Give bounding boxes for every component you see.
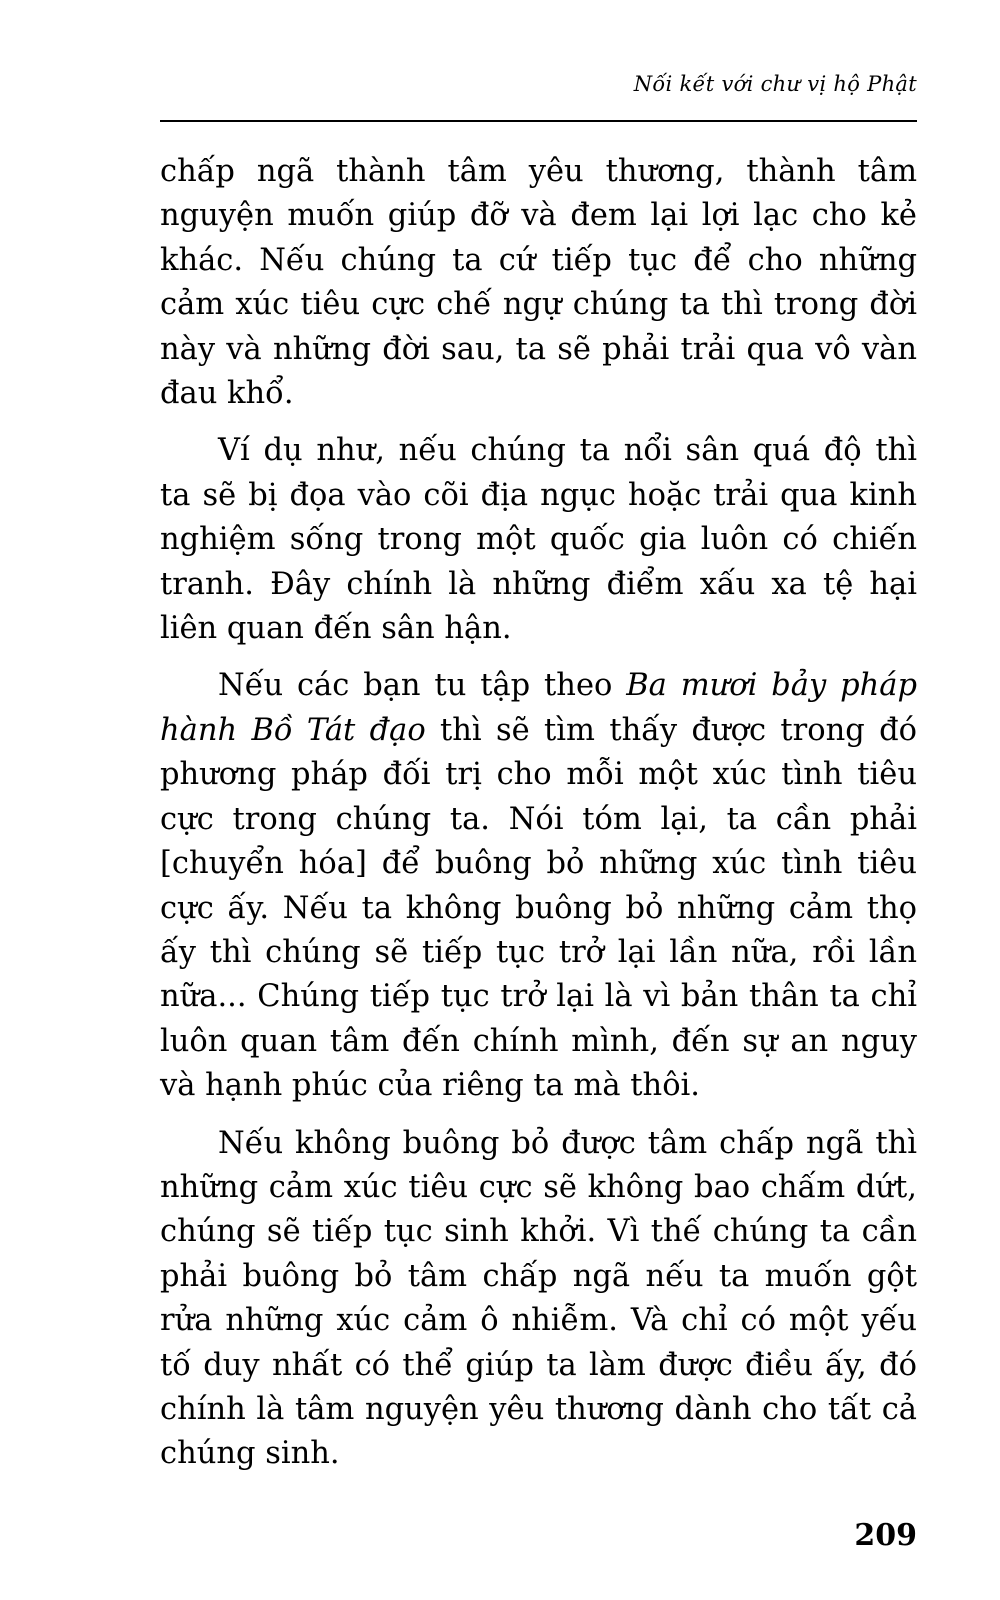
- paragraph-3-lead: Nếu các bạn tu tập theo: [218, 668, 627, 704]
- paragraph-3-rest: thì sẽ tìm thấy được trong đó phương pháp đối trị cho mỗi một xúc tình tiêu cực trong chúng ta. Nói tóm lại, ta cần phải [chuyển hóa] để buông bỏ những xúc tình tiêu cực ấy. Nếu ta không buông bỏ những cảm thọ ấy thì chúng sẽ tiếp tục trở lại lần nữa, rồi lần nữa... Chúng tiếp tục trở lại là vì bản thân ta chỉ luôn quan tâm đến chính mình, đến sự an nguy và hạnh phúc của riêng ta mà thôi.: [160, 712, 918, 1104]
- page-number: 209: [854, 1518, 917, 1553]
- running-header-title: Nối kết với chư vị hộ Phật: [633, 72, 917, 96]
- paragraph-4: Nếu không buông bỏ được tâm chấp ngã thì những cảm xúc tiêu cực sẽ không bao chấm dứt, chúng sẽ tiếp tục sinh khởi. Vì thế chúng ta cần phải buông bỏ tâm chấp ngã nếu ta muốn gột rửa những xúc cảm ô nhiễm. Và chỉ có một yếu tố duy nhất có thể giúp ta làm được điều ấy, đó chính là tâm nguyện yêu thương dành cho tất cả chúng sinh.: [160, 1125, 917, 1472]
- book-title-italic: Ba mươi bảy pháp hành Bồ Tát đạo: [160, 668, 917, 748]
- paragraph-2: Ví dụ như, nếu chúng ta nổi sân quá độ thì ta sẽ bị đọa vào cõi địa ngục hoặc trải qua kinh nghiệm sống trong một quốc gia luôn có chiến tranh. Đây chính là những điểm xấu xa tệ hại liên quan đến sân hận.: [160, 433, 917, 647]
- paragraph-3: [160, 664, 917, 1108]
- paragraph-1: chấp ngã thành tâm yêu thương, thành tâm nguyện muốn giúp đỡ và đem lại lợi lạc cho kẻ khác. Nếu chúng ta cứ tiếp tục để cho những cảm xúc tiêu cực chế ngự chúng ta thì trong đời này và những đời sau, ta sẽ phải trải qua vô vàn đau khổ.: [160, 154, 917, 412]
- header-rule: [160, 120, 917, 122]
- body-text: [160, 150, 917, 1490]
